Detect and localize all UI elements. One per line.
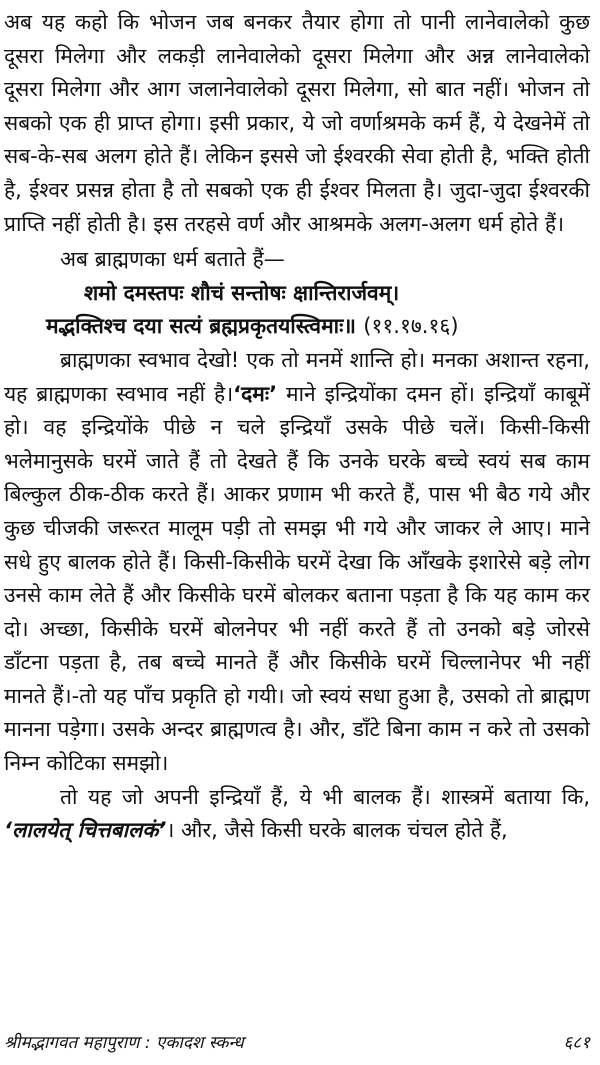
text-line: और जाकर ले आए। माने सधे हुए बालक होते हैं। किसी-किसीके घरमें [4, 515, 590, 574]
verse-line-1: शमो दमस्तपः शौचं सन्तोषः क्षान्तिरार्जवम्। [84, 280, 400, 305]
text-line: अब यह कहो कि भोजन जब बनकर तैयार होगा तो पानी लानेवालेको कुछ [4, 10, 590, 34]
text-line: स्वयं सब काम बिल्कुल ठीक-ठीक करते हैं। आकर प्रणाम भी करते हैं, [4, 448, 590, 507]
verse-intro: अब ब्राह्मणका धर्म बताते हैं— [60, 247, 285, 272]
text-line: देखा कि आँखके इशारेसे बड़े लोग उनसे काम लेते हैं और किसीके घरमें [4, 549, 590, 608]
text-line: बोलनेपर भी नहीं करते हैं तो उनको बड़े जोरसे डाँटना पड़ता है, तब बच्चे [4, 616, 590, 675]
text-line: दूसरा मिलेगा और आग जलानेवालेको दूसरा मिलेगा, सो बात नहीं। भोजन [4, 77, 565, 102]
book-title: श्रीमद्भागवत महापुराण : एकादश स्कन्ध [4, 1033, 244, 1053]
page-number: ६८१ [563, 1033, 590, 1053]
text-line: इन्द्रियाँ काबूमें हो। वह इन्द्रियोंके पीछे न चले इन्द्रियाँ उसके पीछे चलें। [4, 381, 590, 440]
text-line: माने इन्द्रियोंका दमन हों। [277, 381, 475, 406]
text-line: । और, जैसे किसी घरके बालक चंचल होते हैं, [166, 818, 508, 843]
text-line: पास भी बैठ गये और कुछ चीजकी जरूरत मालूम पड़ी तो समझ भी गये [4, 482, 590, 540]
text-line: तो सबको एक ही प्राप्त होगा। इसी प्रकार, ये जो वर्णाश्रमके कर्म हैं, ये [4, 77, 590, 135]
quoted-phrase: ‘लालयेत् चित्तबालकं’ [4, 818, 167, 843]
text-line: ब्राह्मणका स्वभाव देखो! एक तो मनमें शान्ति हो। मनका अशान्त [60, 347, 540, 372]
text-line: देखनेमें तो सब-के-सब अलग होते हैं। लेकिन इससे जो ईश्वरकी सेवा होती [4, 110, 590, 169]
text-line: जुदा-जुदा ईश्वरकी प्राप्ति नहीं होती है। इस तरहसे वर्ण और आश्रमके [4, 177, 590, 236]
text-line: हो गयी। जो स्वयं सधा हुआ है, उसको तो ब्राह्मण मानना पड़ेगा। उसके [4, 683, 590, 742]
verse-reference: (११.१७.१६) [363, 314, 459, 339]
paragraph-3 [4, 344, 590, 781]
text-line: अलग-अलग धर्म होते हैं। [379, 211, 565, 236]
text-line: अन्दर ब्राह्मणत्व है। और, डाँटे बिना काम न करे तो उसको निम्न कोटिका [4, 717, 590, 776]
text-line: किसी-किसी भलेमानुसके घरमें जाते हैं तो देखते हैं कि उनके घरके बच्चे [4, 415, 590, 473]
paragraph-4 [4, 781, 590, 848]
text-line: रहना, यह ब्राह्मणका स्वभाव नहीं है। [4, 347, 590, 406]
text-line: मानते हैं और किसीके घरमें चिल्लानेपर भी नहीं मानते हैं।-तो यह पाँच प्रकृति [4, 650, 591, 708]
page-footer [4, 1030, 590, 1053]
text-line: समझो। [112, 751, 169, 776]
text-line: दूसरा मिलेगा और लकड़ी लानेवालेको दूसरा मिलेगा और अन्न लानेवालेको [4, 43, 590, 68]
text-line: तो यह जो अपनी इन्द्रियाँ हैं, ये भी बालक हैं। शास्त्रमें बताया कि, [60, 784, 590, 809]
text-line: बोलकर बताना पड़ता है कि यह काम कर दो। अच्छा, किसीके घरमें [4, 583, 590, 641]
text-line: है, भक्ति होती है, ईश्वर प्रसन्न होता है तो सबको एक ही ईश्वर मिलता है। [4, 144, 590, 202]
quoted-term-dama: ‘दमः’ [233, 381, 278, 406]
paragraph-1 [4, 6, 590, 241]
verse-line-2-text: मद्भक्तिश्च दया सत्यं ब्रह्मप्रकृतयस्त्विमाः॥ [46, 314, 356, 339]
verse-line-2 [4, 310, 590, 344]
